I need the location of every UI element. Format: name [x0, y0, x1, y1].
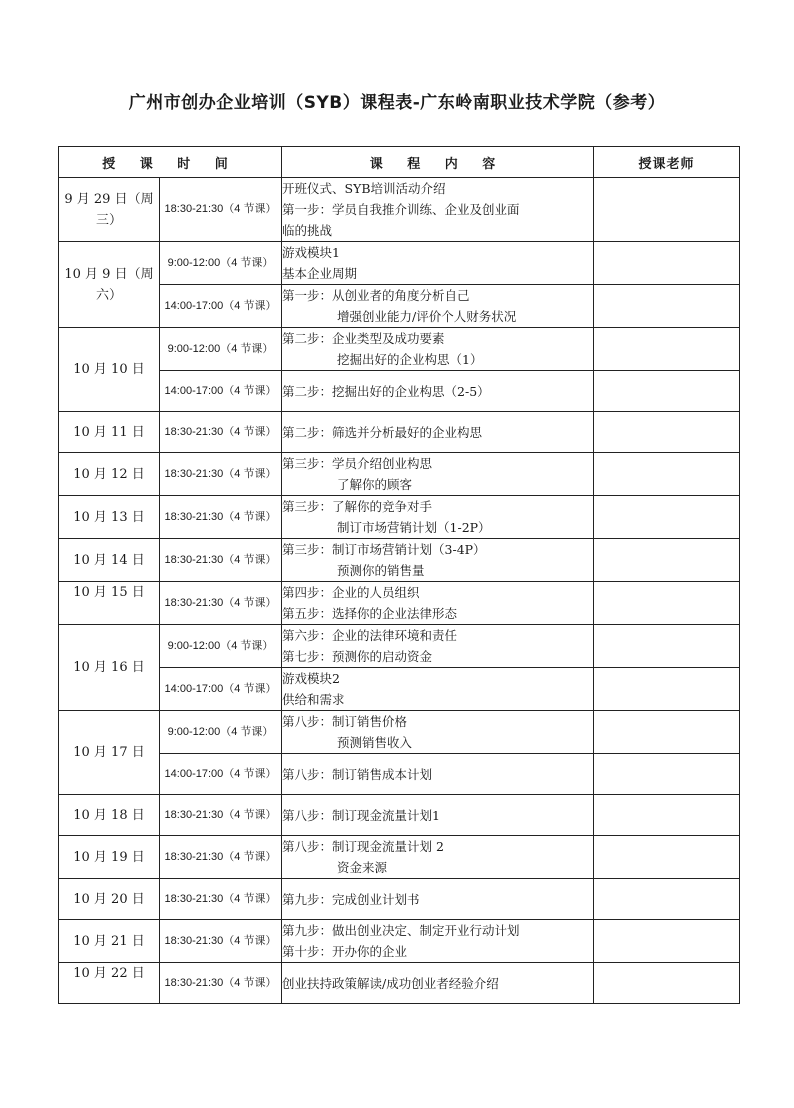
table-row: [59, 496, 740, 539]
table-row: [59, 412, 740, 453]
date-cell: 10 月 15 日: [59, 582, 160, 625]
teacher-cell: [594, 754, 740, 795]
table-row: [59, 625, 740, 668]
date-cell: 10 月 13 日: [59, 496, 160, 539]
time-cell: 18:30-21:30（4 节课）: [160, 879, 282, 920]
time-cell: 18:30-21:30（4 节课）: [160, 836, 282, 879]
header-teacher: 授课老师: [594, 147, 740, 178]
time-cell: 18:30-21:30（4 节课）: [160, 178, 282, 242]
time-cell: 9:00-12:00（4 节课）: [160, 625, 282, 668]
content-cell: 第一步：从创业者的角度分析自己 增强创业能力/评价个人财务状况: [282, 285, 594, 328]
date-cell: 10 月 18 日: [59, 795, 160, 836]
content-cell: 第二步：筛选并分析最好的企业构思: [282, 412, 594, 453]
teacher-cell: [594, 539, 740, 582]
time-cell: 9:00-12:00（4 节课）: [160, 242, 282, 285]
header-content: 课 程 内 容: [282, 147, 594, 178]
time-cell: 9:00-12:00（4 节课）: [160, 328, 282, 371]
content-cell: 第八步：制订销售成本计划: [282, 754, 594, 795]
time-cell: 18:30-21:30（4 节课）: [160, 795, 282, 836]
teacher-cell: [594, 371, 740, 412]
table-row: [59, 836, 740, 879]
teacher-cell: [594, 285, 740, 328]
table-row: [59, 711, 740, 754]
content-cell: 第四步：企业的人员组织 第五步：选择你的企业法律形态: [282, 582, 594, 625]
content-cell: 第八步：制订销售价格 预测销售收入: [282, 711, 594, 754]
table-row: [59, 879, 740, 920]
teacher-cell: [594, 963, 740, 1004]
time-cell: 14:00-17:00（4 节课）: [160, 754, 282, 795]
content-cell: 第二步：挖掘出好的企业构思（2-5）: [282, 371, 594, 412]
header-time: 授 课 时 间: [59, 147, 282, 178]
content-cell: 第三步：了解你的竞争对手 制订市场营销计划（1-2P）: [282, 496, 594, 539]
table-row: [59, 453, 740, 496]
time-cell: 14:00-17:00（4 节课）: [160, 371, 282, 412]
time-cell: 9:00-12:00（4 节课）: [160, 711, 282, 754]
table-row: [59, 668, 740, 711]
content-cell: 游戏模块1 基本企业周期: [282, 242, 594, 285]
table-row: [59, 963, 740, 1004]
content-cell: 创业扶持政策解读/成功创业者经验介绍: [282, 963, 594, 1004]
content-cell: 第九步：做出创业决定、制定开业行动计划 第十步：开办你的企业: [282, 920, 594, 963]
teacher-cell: [594, 496, 740, 539]
date-cell: 10 月 22 日: [59, 963, 160, 1004]
table-row: [59, 242, 740, 285]
table-row: [59, 582, 740, 625]
teacher-cell: [594, 242, 740, 285]
date-cell: 10 月 11 日: [59, 412, 160, 453]
date-cell: 10 月 17 日: [59, 711, 160, 795]
teacher-cell: [594, 920, 740, 963]
time-cell: 18:30-21:30（4 节课）: [160, 582, 282, 625]
table-row: [59, 371, 740, 412]
date-cell: 10 月 16 日: [59, 625, 160, 711]
table-row: [59, 285, 740, 328]
teacher-cell: [594, 178, 740, 242]
date-cell: 10 月 20 日: [59, 879, 160, 920]
content-cell: 第二步：企业类型及成功要素 挖掘出好的企业构思（1）: [282, 328, 594, 371]
content-cell: 开班仪式、SYB培训活动介绍 第一步：学员自我推介训练、企业及创业面 临的挑战: [282, 178, 594, 242]
teacher-cell: [594, 668, 740, 711]
teacher-cell: [594, 412, 740, 453]
time-cell: 18:30-21:30（4 节课）: [160, 496, 282, 539]
date-cell: 9 月 29 日（周三）: [59, 178, 160, 242]
content-cell: 第六步：企业的法律环境和责任 第七步：预测你的启动资金: [282, 625, 594, 668]
date-cell: 10 月 10 日: [59, 328, 160, 412]
teacher-cell: [594, 879, 740, 920]
time-cell: 18:30-21:30（4 节课）: [160, 453, 282, 496]
teacher-cell: [594, 582, 740, 625]
table-row: [59, 754, 740, 795]
content-cell: 第三步：学员介绍创业构思 了解你的顾客: [282, 453, 594, 496]
time-cell: 18:30-21:30（4 节课）: [160, 412, 282, 453]
header-row: [59, 147, 740, 178]
time-cell: 18:30-21:30（4 节课）: [160, 539, 282, 582]
date-cell: 10 月 14 日: [59, 539, 160, 582]
table-row: [59, 539, 740, 582]
date-cell: 10 月 21 日: [59, 920, 160, 963]
teacher-cell: [594, 711, 740, 754]
schedule-table: [58, 146, 740, 1004]
table-row: [59, 795, 740, 836]
date-cell: 10 月 12 日: [59, 453, 160, 496]
content-cell: 游戏模块2 供给和需求: [282, 668, 594, 711]
date-cell: 10 月 9 日（周六）: [59, 242, 160, 328]
teacher-cell: [594, 795, 740, 836]
date-cell: 10 月 19 日: [59, 836, 160, 879]
teacher-cell: [594, 453, 740, 496]
time-cell: 14:00-17:00（4 节课）: [160, 668, 282, 711]
table-row: [59, 920, 740, 963]
content-cell: 第八步：制订现金流量计划1: [282, 795, 594, 836]
content-cell: 第八步：制订现金流量计划 2 资金来源: [282, 836, 594, 879]
time-cell: 14:00-17:00（4 节课）: [160, 285, 282, 328]
content-cell: 第九步：完成创业计划书: [282, 879, 594, 920]
teacher-cell: [594, 625, 740, 668]
teacher-cell: [594, 328, 740, 371]
page-title: 广州市创办企业培训（SYB）课程表-广东岭南职业技术学院（参考）: [128, 93, 666, 113]
time-cell: 18:30-21:30（4 节课）: [160, 920, 282, 963]
table-row: [59, 178, 740, 242]
time-cell: 18:30-21:30（4 节课）: [160, 963, 282, 1004]
teacher-cell: [594, 836, 740, 879]
content-cell: 第三步：制订市场营销计划（3-4P） 预测你的销售量: [282, 539, 594, 582]
table-row: [59, 328, 740, 371]
